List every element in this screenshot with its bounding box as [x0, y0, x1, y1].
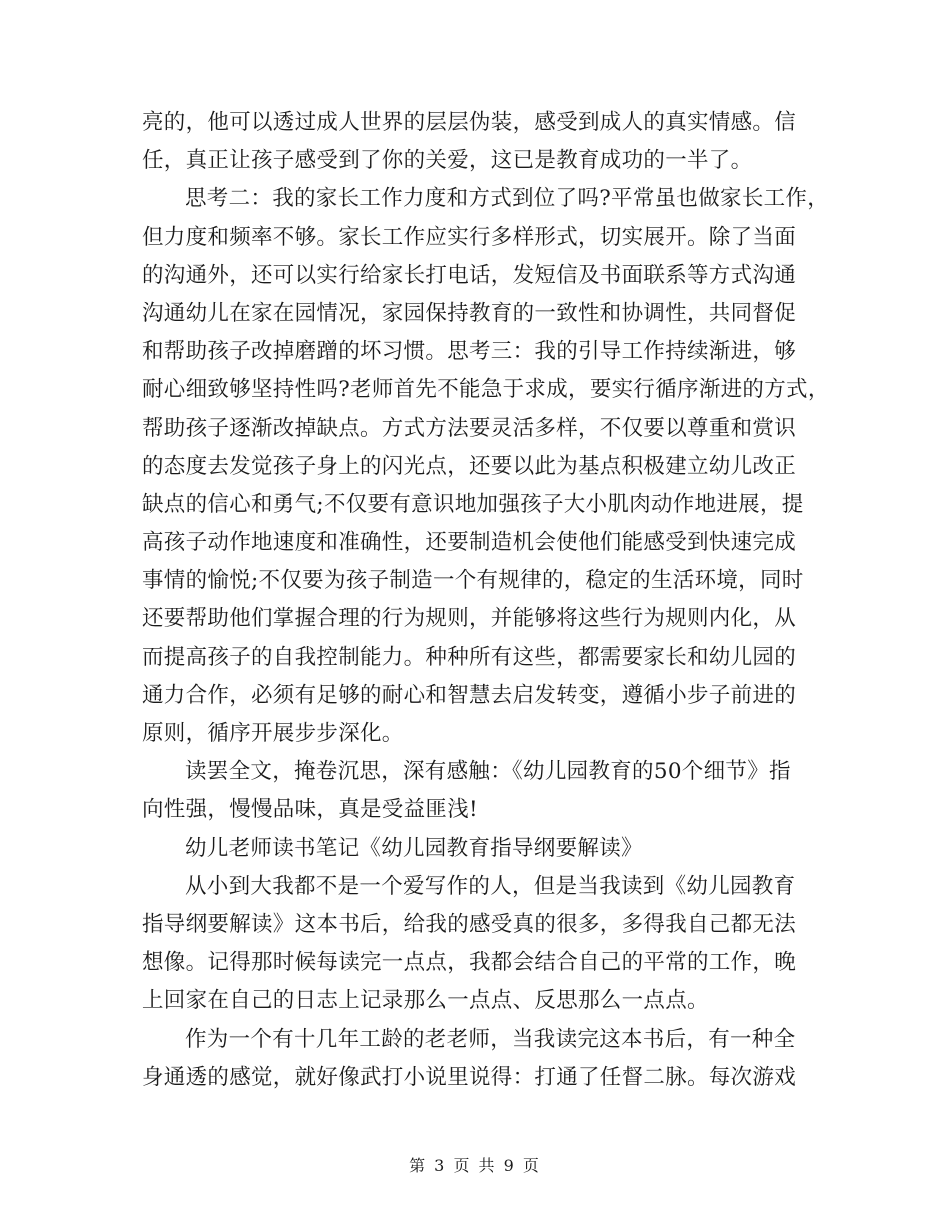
text-line: 作为一个有十几年工龄的老老师，当我读完这本书后，有一种全	[185, 1026, 796, 1052]
text-line: 身通透的感觉，就好像武打小说里说得：打通了任督二脉。每次游戏	[142, 1064, 797, 1090]
text-line: 通力合作，必须有足够的耐心和智慧去启发转变，遵循小步子前进的	[142, 682, 797, 708]
section-heading: 幼儿老师读书笔记《幼儿园教育指导纲要解读》	[185, 835, 643, 861]
text-line: 缺点的信心和勇气;不仅要有意识地加强孩子大小肌肉动作地进展，提	[142, 491, 804, 517]
text-line: 沟通幼儿在家在园情况，家园保持教育的一致性和协调性，共同督促	[142, 300, 797, 326]
text-line: 而提高孩子的自我控制能力。种种所有这些，都需要家长和幼儿园的	[142, 644, 797, 670]
text-line: 耐心细致够坚持性吗?老师首先不能急于求成，要实行循序渐进的方式，	[142, 377, 830, 403]
text-line: 任，真正让孩子感受到了你的关爱，这已是教育成功的一半了。	[142, 148, 753, 174]
text-line: 思考二：我的家长工作力度和方式到位了吗?平常虽也做家长工作，	[185, 186, 830, 212]
text-line: 和帮助孩子改掉磨蹭的坏习惯。思考三：我的引导工作持续渐进，够	[142, 339, 797, 365]
page-number: 第 3 页 共 9 页	[409, 1156, 541, 1175]
text-line: 想像。记得那时候每读完一点点，我都会结合自己的平常的工作，晚	[142, 950, 797, 976]
text-line: 从小到大我都不是一个爱写作的人，但是当我读到《幼儿园教育	[185, 873, 796, 899]
text-line: 指导纲要解读》这本书后，给我的感受真的很多，多得我自己都无法	[142, 911, 797, 937]
text-line: 读罢全文，掩卷沉思，深有感触：《幼儿园教育的50个细节》指	[185, 759, 791, 785]
text-line: 的沟通外，还可以实行给家长打电话，发短信及书面联系等方式沟通	[142, 262, 797, 288]
text-line: 还要帮助他们掌握合理的行为规则，并能够将这些行为规则内化，从	[142, 606, 797, 632]
text-line: 的态度去发觉孩子身上的闪光点，还要以此为基点积极建立幼儿改正	[142, 453, 797, 479]
text-line: 事情的愉悦;不仅要为孩子制造一个有规律的，稳定的生活环境，同时	[142, 568, 804, 594]
text-line: 亮的，他可以透过成人世界的层层伪装，感受到成人的真实情感。信	[142, 110, 797, 135]
text-line: 帮助孩子逐渐改掉缺点。方式方法要灵活多样，不仅要以尊重和赏识	[142, 415, 797, 441]
text-line: 但力度和频率不够。家长工作应实行多样形式，切实展开。除了当面	[142, 224, 797, 250]
text-line: 上回家在自己的日志上记录那么一点点、反思那么一点点。	[142, 988, 709, 1014]
text-line: 向性强，慢慢品味，真是受益匪浅!	[142, 797, 478, 823]
body-text	[142, 104, 830, 1097]
text-line: 原则，循序开展步步深化。	[142, 721, 404, 746]
text-line: 高孩子动作地速度和准确性，还要制造机会使他们能感受到快速完成	[142, 530, 797, 556]
